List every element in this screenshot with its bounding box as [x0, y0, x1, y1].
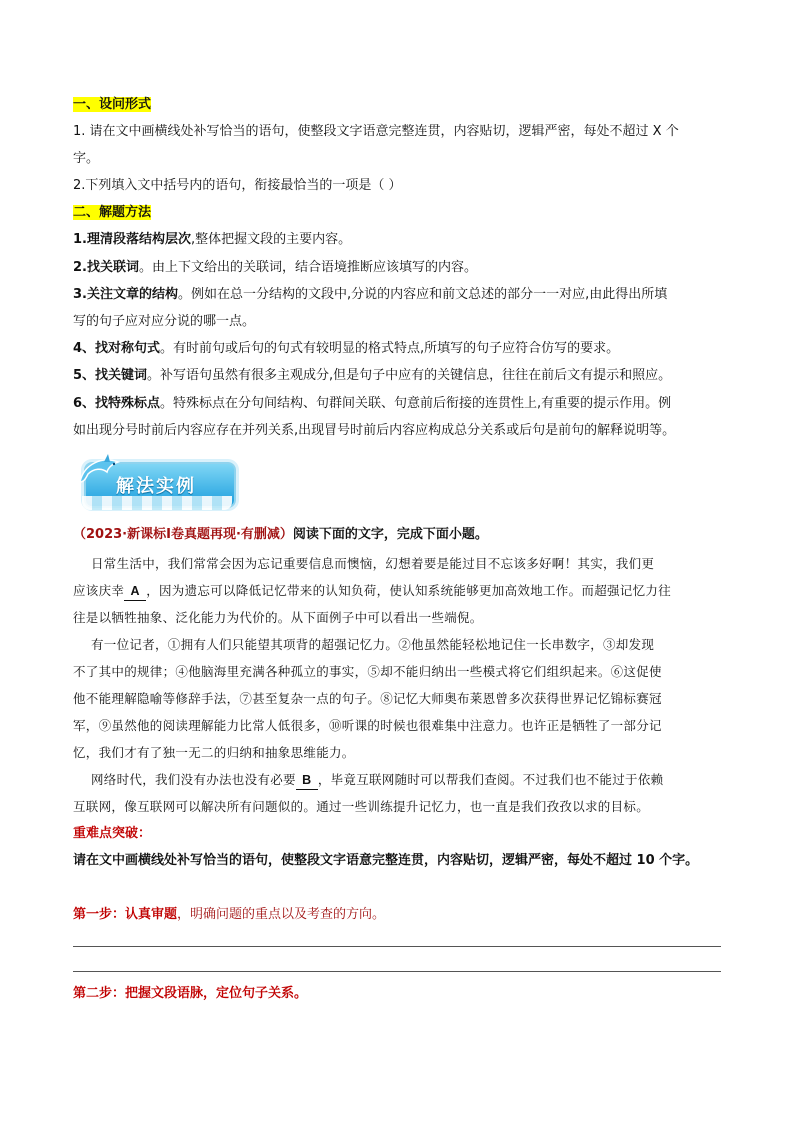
- banner-title: 解法实例: [116, 476, 196, 497]
- section1-heading: 一、设问形式: [73, 97, 152, 112]
- blank-b: B: [296, 771, 318, 790]
- answer-line-1: [73, 946, 721, 947]
- method-3-cont: 写的句子应对应分说的哪一点。: [73, 314, 256, 329]
- method-6-cont: 如出现分号时前后内容应存在并列关系,出现冒号时前后内容应构成总分关系或后句是前句的解释说明等。: [73, 423, 676, 438]
- question-form-2: 2.下列填入文中括号内的语句，衔接最恰当的一项是（ ）: [73, 178, 402, 193]
- passage-p1-l2: 应该庆幸 A ，因为遗忘可以降低记忆带来的认知负荷，使认知系统能够更加高效地工作。而超强记忆力往: [73, 582, 725, 601]
- passage-p2-l4: 军，⑨虽然他的阅读理解能力比常人低很多，⑩听课的时候也很难集中注意力。也许正是牺牲了一部分记: [73, 718, 662, 733]
- passage-p1-l3: 往是以牺牲抽象、泛化能力为代价的。从下面例子中可以看出一些端倪。: [73, 610, 483, 625]
- breakthrough-heading: 重难点突破：: [73, 826, 152, 841]
- question-form-1: 1. 请在文中画横线处补写恰当的语句，使整段文字语意完整连贯，内容贴切，逻辑严密，每处不超过 X 个: [73, 124, 679, 139]
- passage-p3-l1: 网络时代，我们没有办法也没有必要 B ，毕竟互联网随时可以帮我们查阅。不过我们也不能过于依赖: [91, 771, 743, 790]
- passage-p2-l2: 不了其中的规律；④他脑海里充满各种孤立的事实，⑤却不能归纳出一些模式将它们组织起来。⑥这促使: [73, 664, 662, 679]
- banner-wave: [82, 496, 232, 510]
- method-2: 2.找关联词。由上下文给出的关联词，结合语境推断应该填写的内容。: [73, 260, 477, 275]
- step-2: 第二步：把握文段语脉，定位句子关系。: [73, 986, 308, 1001]
- step-1: 第一步：认真审题，明确问题的重点以及考查的方向。: [73, 907, 386, 922]
- method-5: 5、找关键词。补写语句虽然有很多主观成分,但是句子中应有的关键信息，往往在前后文有提示和照应。: [73, 368, 672, 383]
- passage-p3-l2: 互联网，像互联网可以解决所有问题似的。通过一些训练提升记忆力，也一直是我们孜孜以求的目标。: [73, 799, 650, 814]
- passage-p1-l1: 日常生活中，我们常常会因为忘记重要信息而懊恼，幻想着要是能过目不忘该多好啊！其实，我们更: [91, 556, 655, 571]
- method-1: 1.理清段落结构层次,整体把握文段的主要内容。: [73, 232, 352, 247]
- method-4: 4、找对称句式。有时前句或后句的句式有较明显的格式特点,所填写的句子应符合仿写的要求。: [73, 341, 620, 356]
- method-6: 6、找特殊标点。特殊标点在分句间结构、句群间关联、句意前后衔接的连贯性上,有重要的提示作用。例: [73, 396, 672, 411]
- example-source: （2023·新课标Ⅰ卷真题再现·有删减）阅读下面的文字，完成下面小题。: [73, 527, 488, 542]
- passage-p2-l3: 他不能理解隐喻等修辞手法，⑦甚至复杂一点的句子。⑧记忆大师奥布莱恩曾多次获得世界记忆锦标赛冠: [73, 691, 662, 706]
- blank-a: A: [124, 582, 146, 601]
- passage-p2-l1: 有一位记者，①拥有人们只能望其项背的超强记忆力。②他虽然能轻松地记住一长串数字，③却发现: [91, 637, 655, 652]
- passage-p2-l5: 忆，我们才有了独一无二的归纳和抽象思维能力。: [73, 745, 355, 760]
- solution-example-banner: [74, 452, 234, 516]
- question-form-1-cont: 字。: [73, 151, 100, 166]
- section2-heading: 二、解题方法: [73, 205, 152, 220]
- answer-line-2: [73, 971, 721, 972]
- method-3: 3.关注文章的结构。例如在总一分结构的文段中,分说的内容应和前文总述的部分一一对应,由此得出所填: [73, 287, 668, 302]
- breakthrough-question: 请在文中画横线处补写恰当的语句，使整段文字语意完整连贯，内容贴切，逻辑严密，每处不超过 10 个字。: [73, 853, 699, 868]
